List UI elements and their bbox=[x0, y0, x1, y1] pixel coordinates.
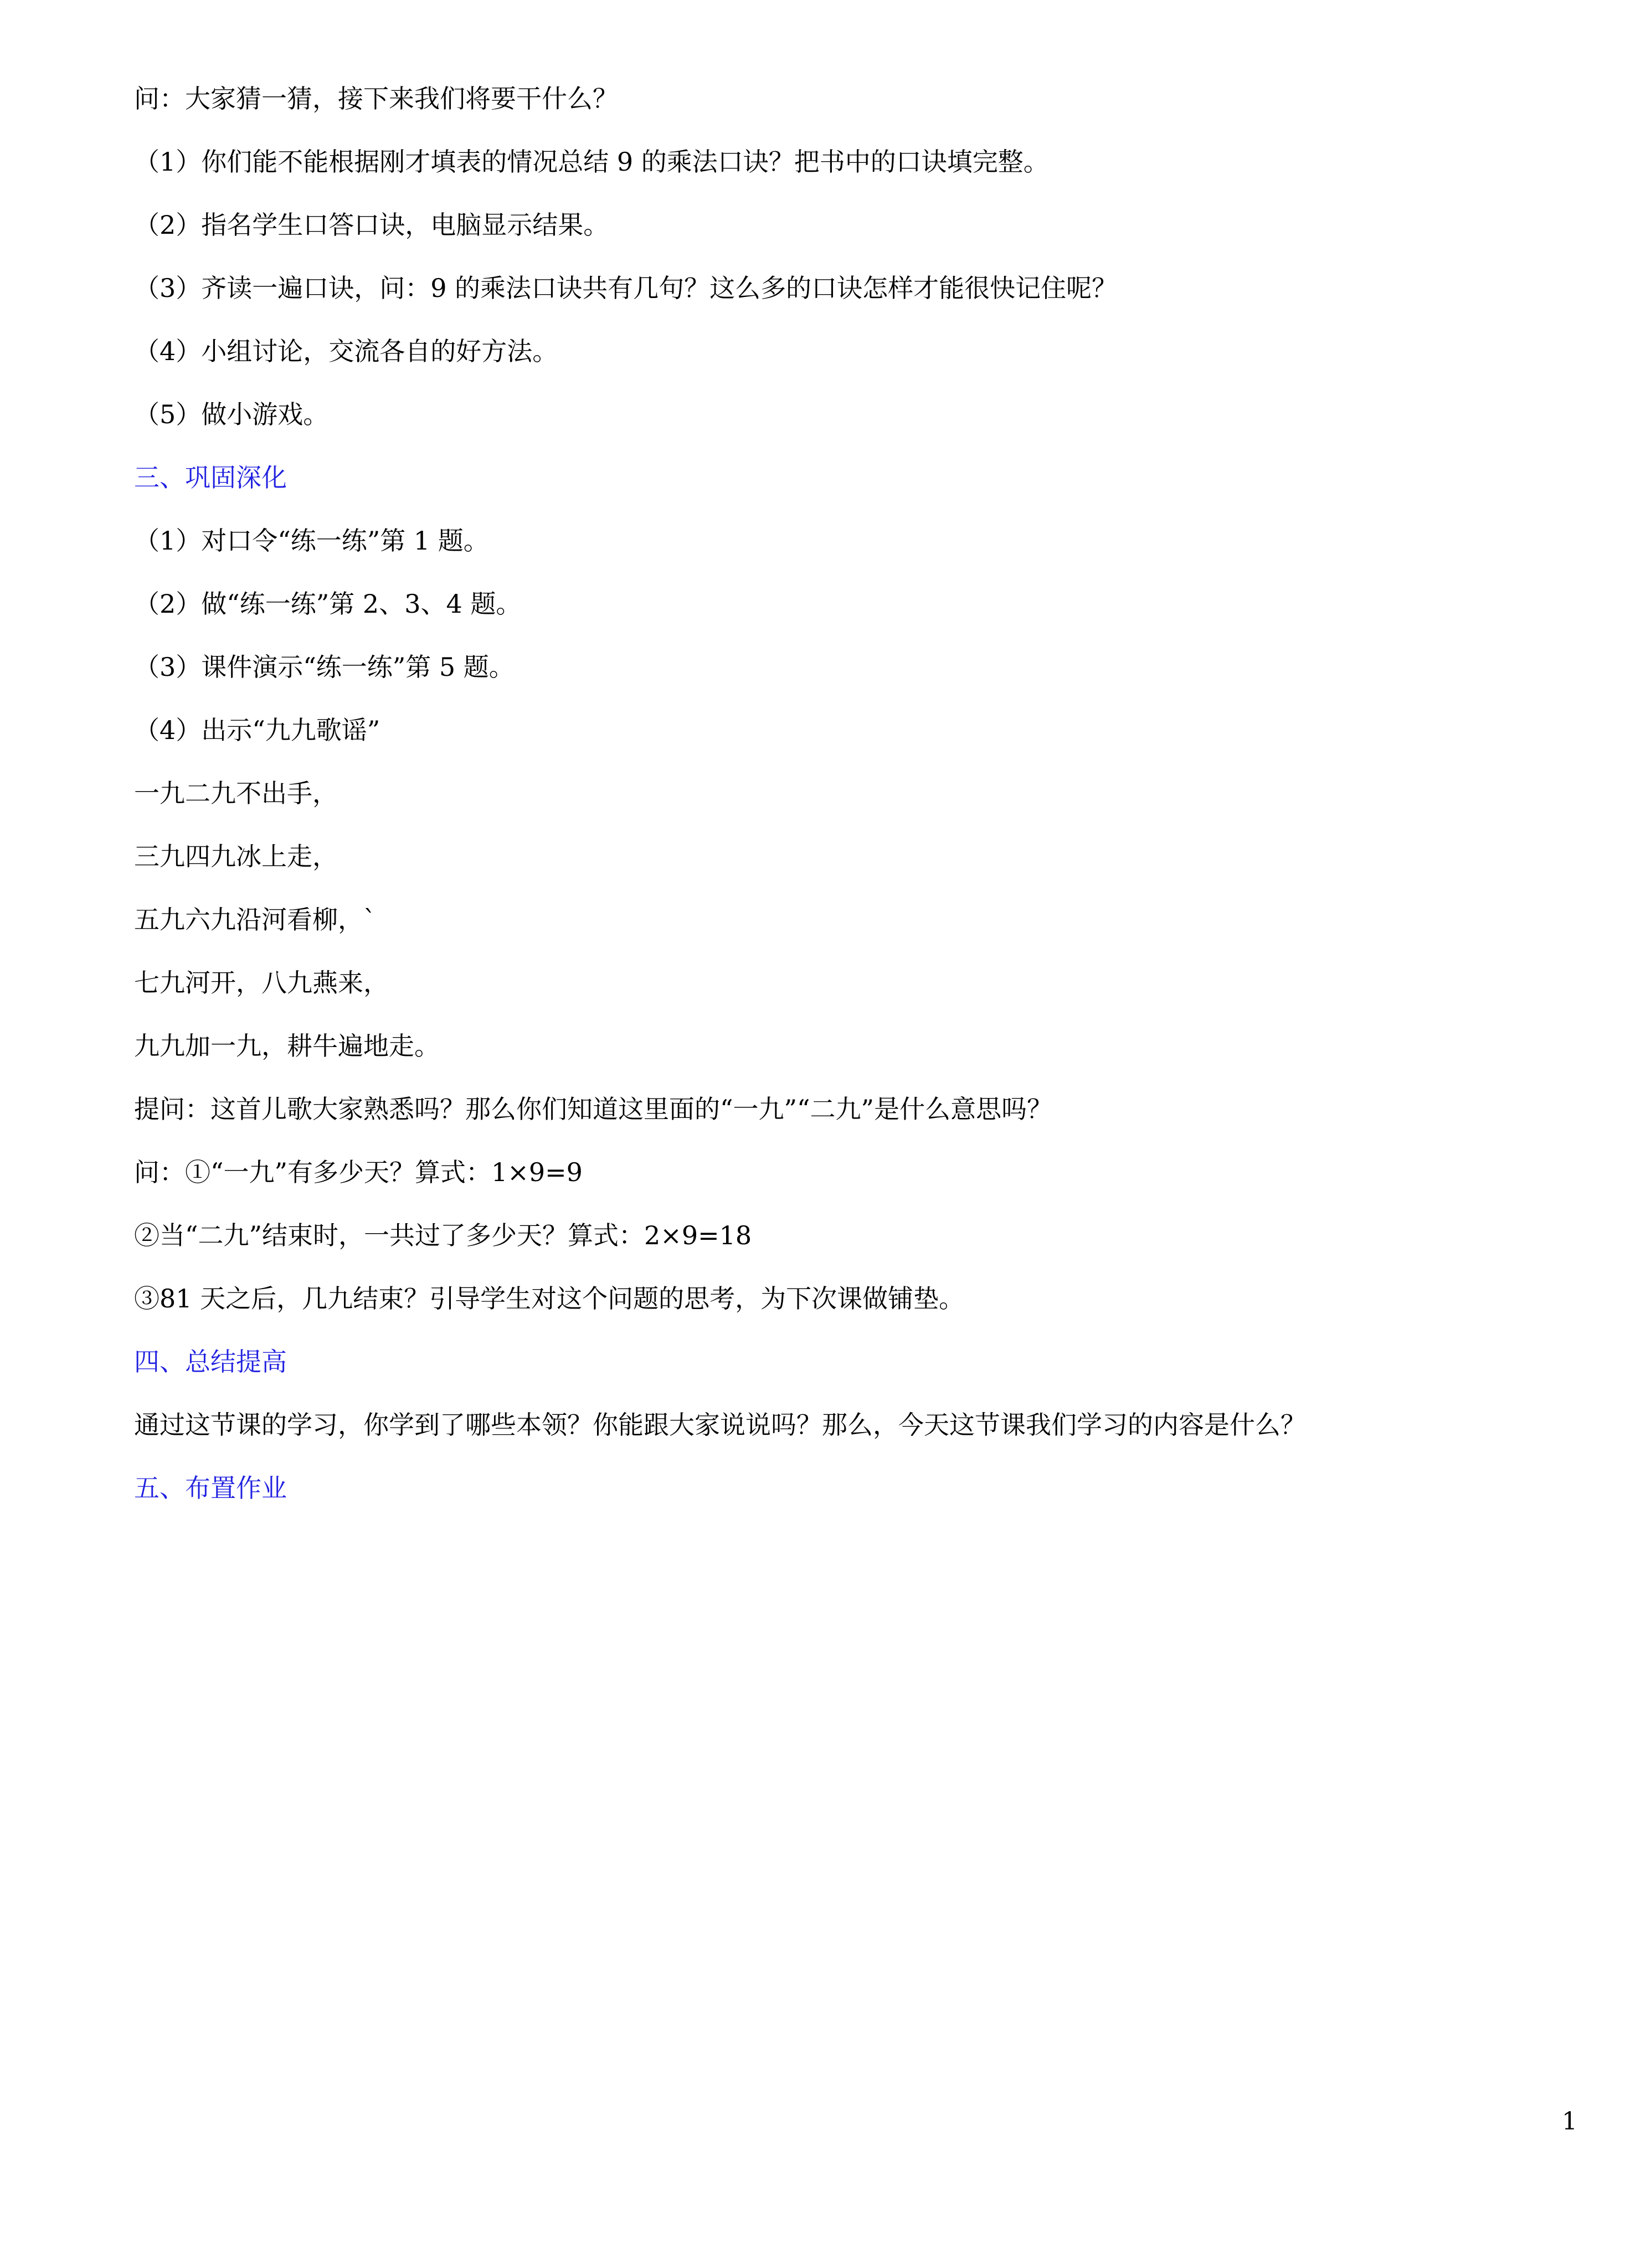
rhyme-line-3: 五九六九沿河看柳，` bbox=[134, 905, 376, 935]
practice-item-2: （2）做“练一练”第 2、3、4 题。 bbox=[134, 589, 522, 619]
practice-item-1: （1）对口令“练一练”第 1 题。 bbox=[134, 526, 489, 556]
page-number: 1 bbox=[1562, 2107, 1577, 2136]
step-4-group-discussion: （4）小组讨论，交流各自的好方法。 bbox=[134, 336, 558, 366]
rhyme-line-5: 九九加一九，耕牛遍地走。 bbox=[134, 1031, 440, 1061]
question-two-nine-days: ②当“二九”结束时，一共过了多少天？算式：2×9=18 bbox=[134, 1220, 752, 1250]
section-heading-homework: 五、布置作业 bbox=[134, 1473, 287, 1503]
section-heading-summary: 四、总结提高 bbox=[134, 1347, 287, 1377]
question-one-nine-days: 问：①“一九”有多少天？算式：1×9=9 bbox=[134, 1157, 583, 1187]
summary-question: 通过这节课的学习，你学到了哪些本领？你能跟大家说说吗？那么，今天这节课我们学习的内容是什么？ bbox=[134, 1410, 1306, 1440]
rhyme-line-2: 三九四九冰上走， bbox=[134, 841, 338, 871]
rhyme-line-4: 七九河开，八九燕来， bbox=[134, 968, 389, 998]
step-5-game: （5）做小游戏。 bbox=[134, 399, 329, 429]
question-rhyme-meaning: 提问：这首儿歌大家熟悉吗？那么你们知道这里面的“一九”“二九”是什么意思吗？ bbox=[134, 1094, 1053, 1124]
question-after-81-days: ③81 天之后，几九结束？引导学生对这个问题的思考，为下次课做铺垫。 bbox=[134, 1284, 965, 1313]
practice-item-4: （4）出示“九九歌谣” bbox=[134, 715, 380, 745]
step-1-summarize-rhyme: （1）你们能不能根据刚才填表的情况总结 9 的乘法口诀？把书中的口诀填完整。 bbox=[134, 147, 1049, 177]
practice-item-3: （3）课件演示“练一练”第 5 题。 bbox=[134, 652, 515, 682]
section-heading-consolidate: 三、巩固深化 bbox=[134, 463, 287, 492]
question-guess-next: 问：大家猜一猜，接下来我们将要干什么？ bbox=[134, 84, 618, 114]
step-3-read-rhyme: （3）齐读一遍口诀，问：9 的乘法口诀共有几句？这么多的口诀怎样才能很快记住呢？ bbox=[134, 273, 1118, 303]
step-2-oral-answer: （2）指名学生口答口诀，电脑显示结果。 bbox=[134, 210, 609, 240]
rhyme-line-1: 一九二九不出手， bbox=[134, 778, 338, 808]
